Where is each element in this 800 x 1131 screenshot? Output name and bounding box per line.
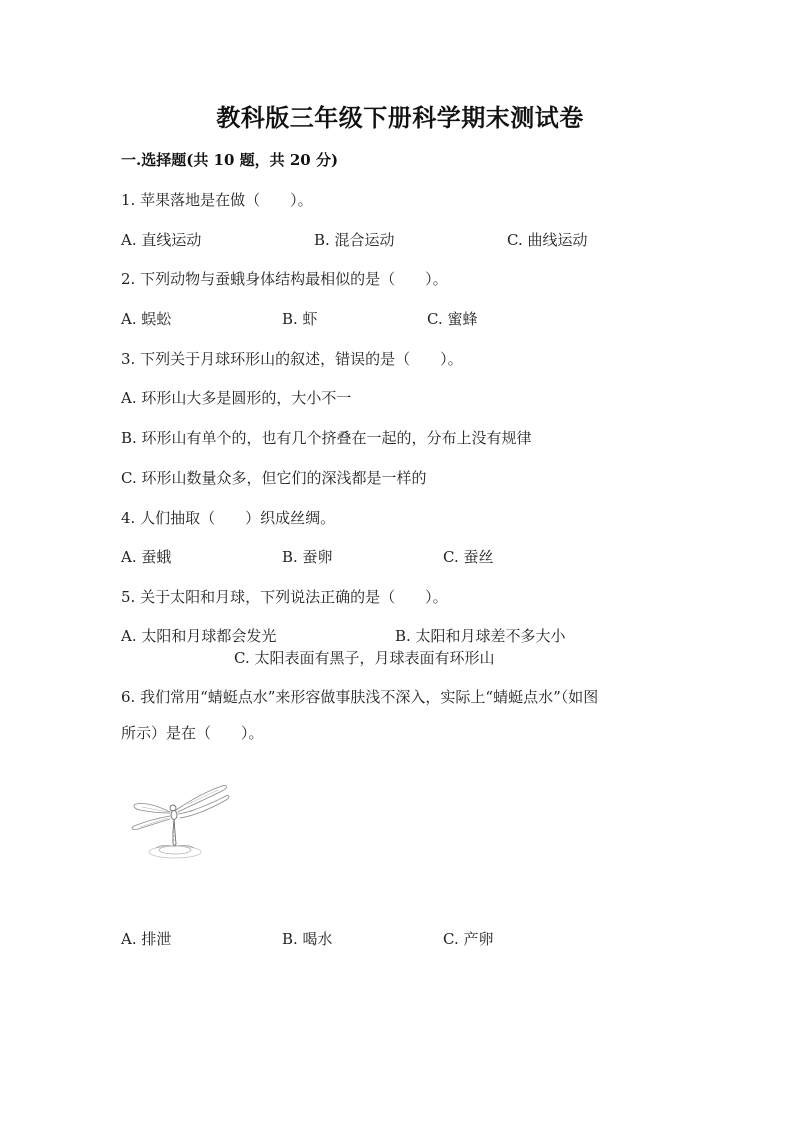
dragonfly-abdomen xyxy=(173,819,176,846)
question-4-stem: 4. 人们抽取（ ）织成丝绸。 xyxy=(121,509,336,527)
question-5-option-c: C. 太阳表面有黑子，月球表面有环形山 xyxy=(234,649,495,667)
question-3-stem: 3. 下列关于月球环形山的叙述，错误的是（ ）。 xyxy=(121,350,463,368)
question-2-option-b: B. 虾 xyxy=(282,310,318,328)
question-5-option-a: A. 太阳和月球都会发光 xyxy=(121,627,277,645)
water-ripple-inner xyxy=(159,846,191,854)
dragonfly-head xyxy=(170,805,176,811)
question-6-option-c: C. 产卵 xyxy=(443,930,494,948)
question-2-option-c: C. 蜜蜂 xyxy=(427,310,478,328)
question-6-option-a: A. 排泄 xyxy=(121,930,172,948)
question-4-option-b: B. 蚕卵 xyxy=(282,548,333,566)
page-title: 教科版三年级下册科学期末测试卷 xyxy=(216,103,584,132)
question-3-option-a: A. 环形山大多是圆形的，大小不一 xyxy=(121,389,352,407)
question-1-option-b: B. 混合运动 xyxy=(314,231,395,249)
question-2-stem: 2. 下列动物与蚕蛾身体结构最相似的是（ ）。 xyxy=(121,270,448,288)
dragonfly-thorax xyxy=(171,811,177,820)
question-2-option-a: A. 蜈蚣 xyxy=(121,310,172,328)
question-1-option-a: A. 直线运动 xyxy=(121,231,202,249)
question-1-option-c: C. 曲线运动 xyxy=(507,231,588,249)
wing-upper-right xyxy=(176,785,227,812)
wing-lower-right xyxy=(178,795,229,818)
wing-lower-left xyxy=(132,816,170,830)
question-5-stem: 5. 关于太阳和月球，下列说法正确的是（ ）。 xyxy=(121,588,448,606)
dragonfly-illustration xyxy=(118,782,238,866)
section-heading: 一.选择题(共 10 题，共 20 分) xyxy=(121,151,339,169)
question-3-option-c: C. 环形山数量众多，但它们的深浅都是一样的 xyxy=(121,469,427,487)
question-6-option-b: B. 喝水 xyxy=(282,930,333,948)
question-5-option-b: B. 太阳和月球差不多大小 xyxy=(395,627,566,645)
question-6-stem-line-1: 6. 我们常用“蜻蜓点水”来形容做事肤浅不深入，实际上“蜻蜓点水”（如图 xyxy=(121,688,599,706)
question-6-stem-line-2: 所示）是在（ ）。 xyxy=(121,724,264,742)
question-4-option-a: A. 蚕蛾 xyxy=(121,548,172,566)
question-1-stem: 1. 苹果落地是在做（ ）。 xyxy=(121,191,313,209)
question-4-option-c: C. 蚕丝 xyxy=(443,548,494,566)
question-3-option-b: B. 环形山有单个的，也有几个挤叠在一起的，分布上没有规律 xyxy=(121,429,532,447)
